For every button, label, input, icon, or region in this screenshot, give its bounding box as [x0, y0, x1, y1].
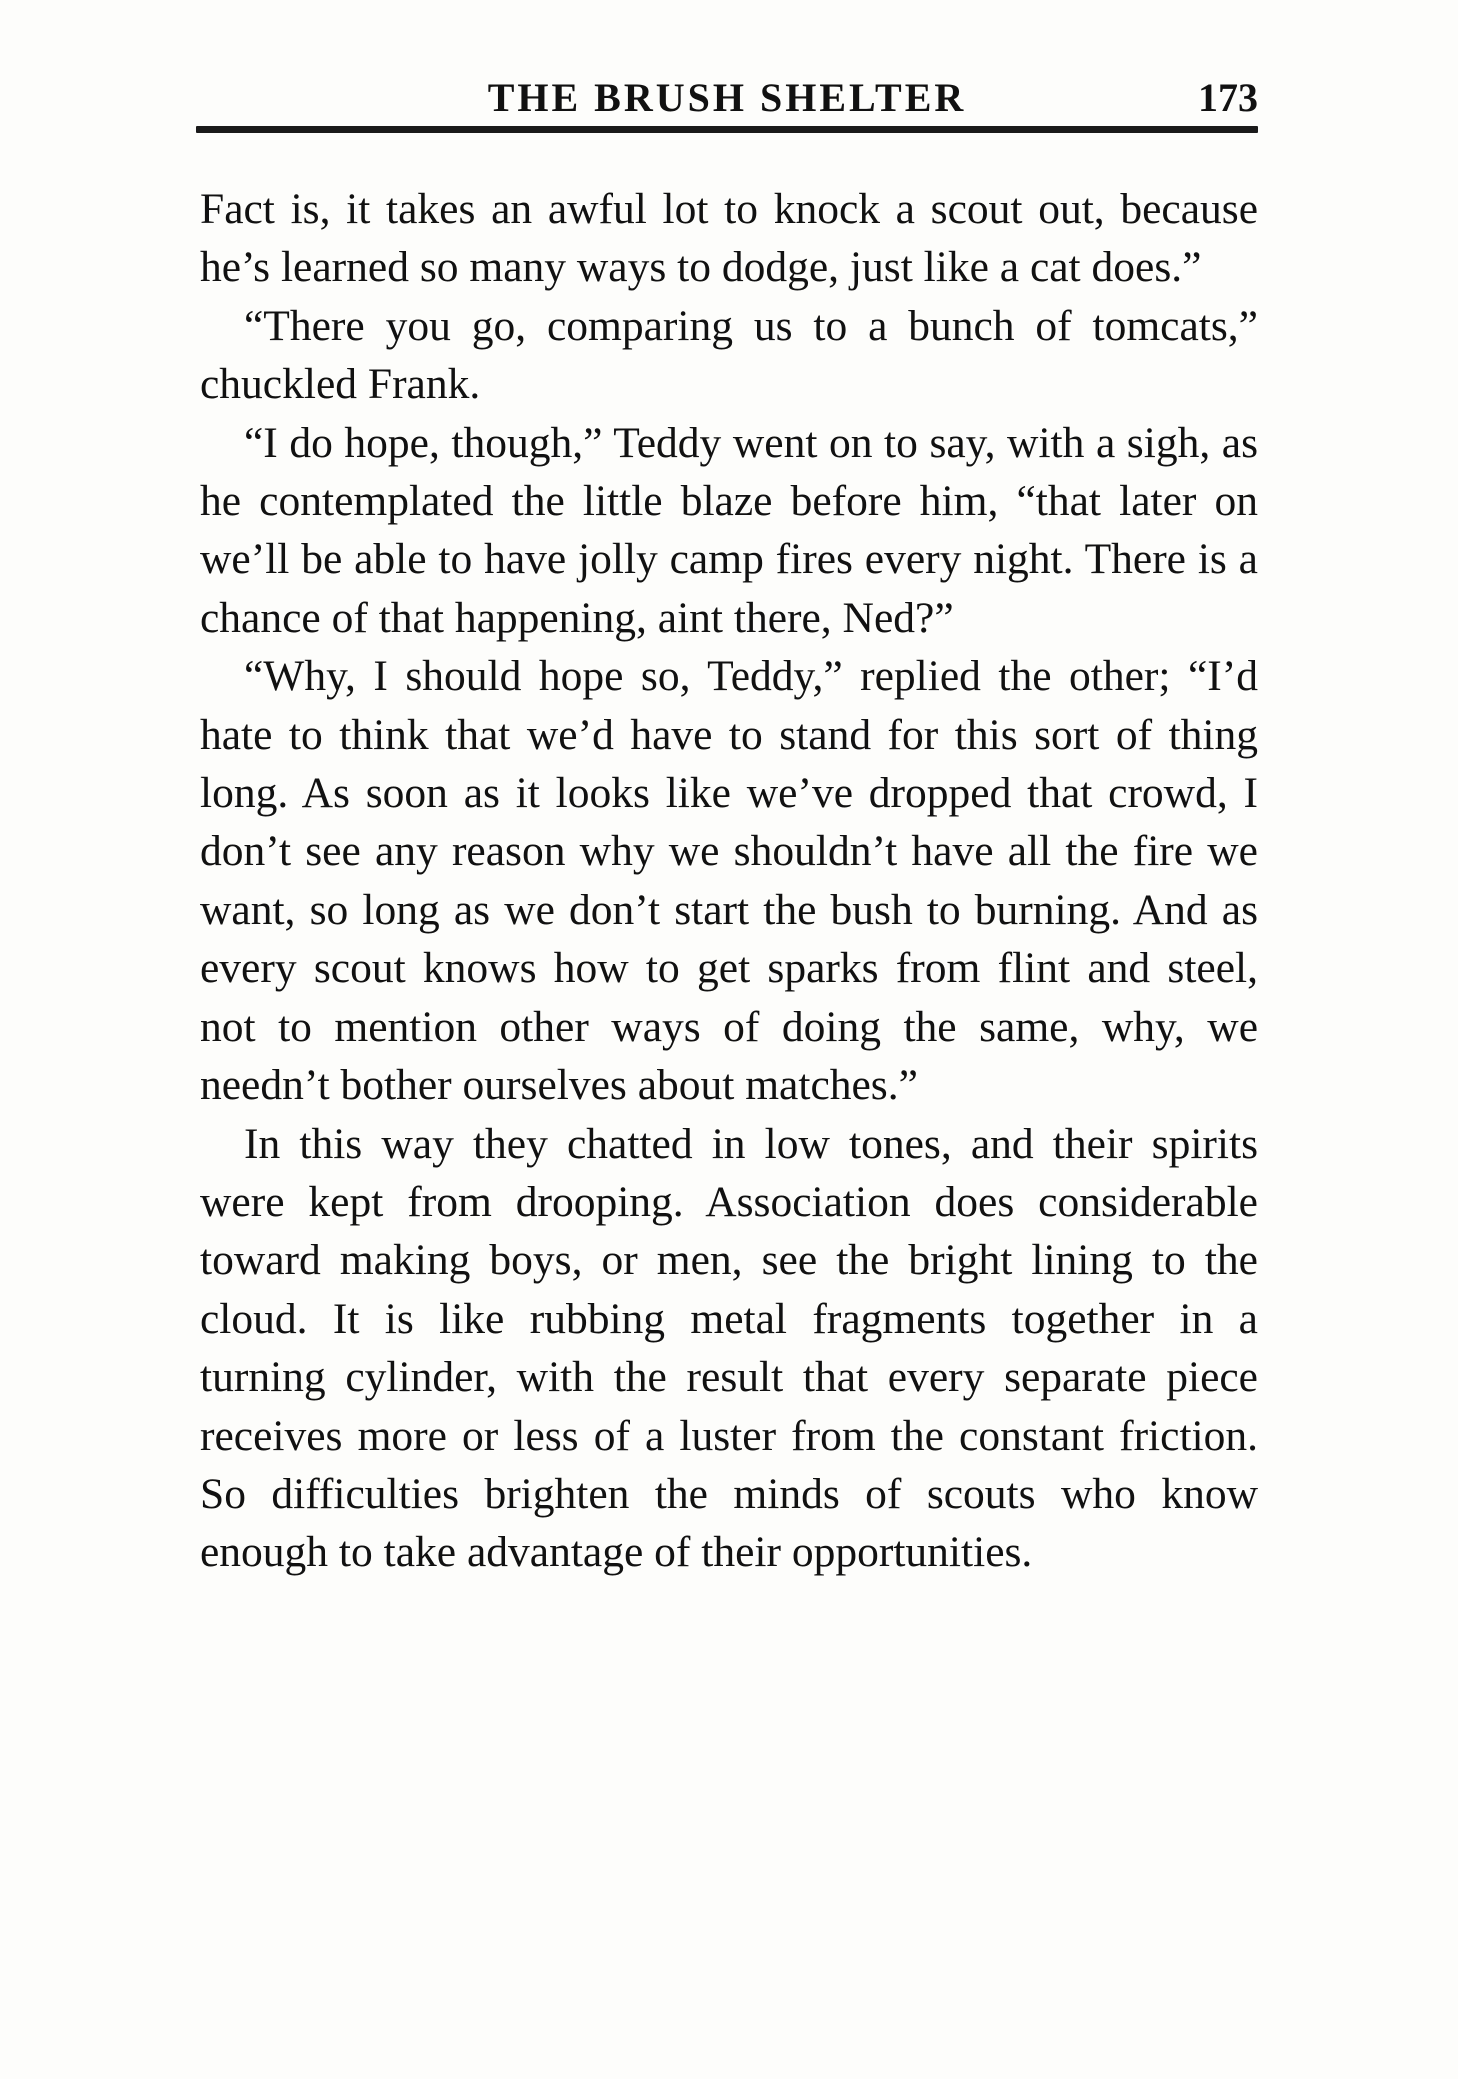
- paragraph: “There you go, comparing us to a bunch of tomcats,” chuckled Frank.: [200, 301, 1258, 409]
- page-header: [196, 70, 1258, 126]
- page-number: 173: [1198, 75, 1258, 120]
- paragraph: In this way they chatted in low tones, and their spirits were kept from drooping. Association does considerable toward making boys, or men, see the bright lining to the cloud. It is like rubbing metal fragments together in a turning cylinder, with the result that every separate piece receives more or less of a luster from the constant friction. So difficulties brighten the minds of scouts who know enough to take advantage of their opportunities.: [200, 1119, 1258, 1577]
- paragraph: “Why, I should hope so, Teddy,” replied the other; “I’d hate to think that we’d have to stand for this sort of thing long. As soon as it looks like we’ve dropped that crowd, I don’t see any reason why we shouldn’t have all the fire we want, so long as we don’t start the bush to burning. And as every scout knows how to get sparks from flint and steel, not to mention other ways of doing the same, why, we needn’t bother ourselves about matches.”: [200, 652, 1258, 1110]
- paragraph-continued: Fact is, it takes an awful lot to knock a scout out, because he’s learned so many ways to dodge, just like a cat does.”: [200, 185, 1258, 292]
- header-rule: [196, 126, 1258, 133]
- running-title: THE BRUSH SHELTER: [487, 75, 967, 120]
- paragraph: “I do hope, though,” Teddy went on to say, with a sigh, as he contemplated the little blaze before him, “that later on we’ll be able to have jolly camp fires every night. There is a chance of that happening, aint there, Ned?”: [200, 418, 1258, 642]
- body-text: [200, 180, 1258, 1582]
